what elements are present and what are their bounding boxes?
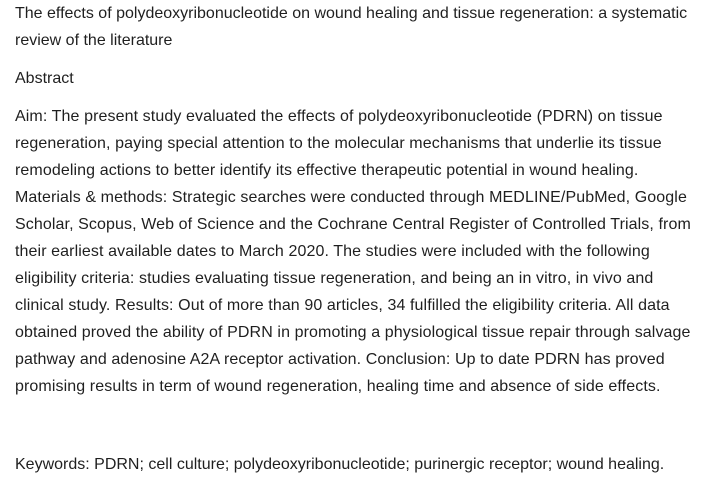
article-title: The effects of polydeoxyribonucleotide on wound healing and tissue regeneration: a systematic review of the literature <box>15 5 688 49</box>
abstract-text: Aim: The present study evaluated the effects of polydeoxyribonucleotide (PDRN) on tissue regeneration, paying special attention to the molecular mechanisms that underlie its tissue remodeling actions to better identify its effective therapeutic potential in wound healing. Materials & methods: Strategic searches were conducted through MEDLINE/PubMed, Google Scholar, Scopus, Web of Science and the Cochrane Central Register of Controlled Trials, from their earliest available dates to March 2020. The studies were included with the following eligibility criteria: studies evaluating tissue regeneration, and being an in vitro, in vivo and clinical study. Results: Out of more than 90 articles, 34 fulfilled the eligibility criteria. All data obtained proved the ability of PDRN in promoting a physiological tissue repair through salvage pathway and adenosine A2A receptor activation. Conclusion: Up to date PDRN has proved promising results in term of wound regeneration, healing time and absence of side effects. <box>15 108 691 395</box>
abstract-heading: Abstract <box>15 70 74 87</box>
keywords-line: Keywords: PDRN; cell culture; polydeoxyribonucleotide; purinergic receptor; wound healing. <box>15 456 665 473</box>
